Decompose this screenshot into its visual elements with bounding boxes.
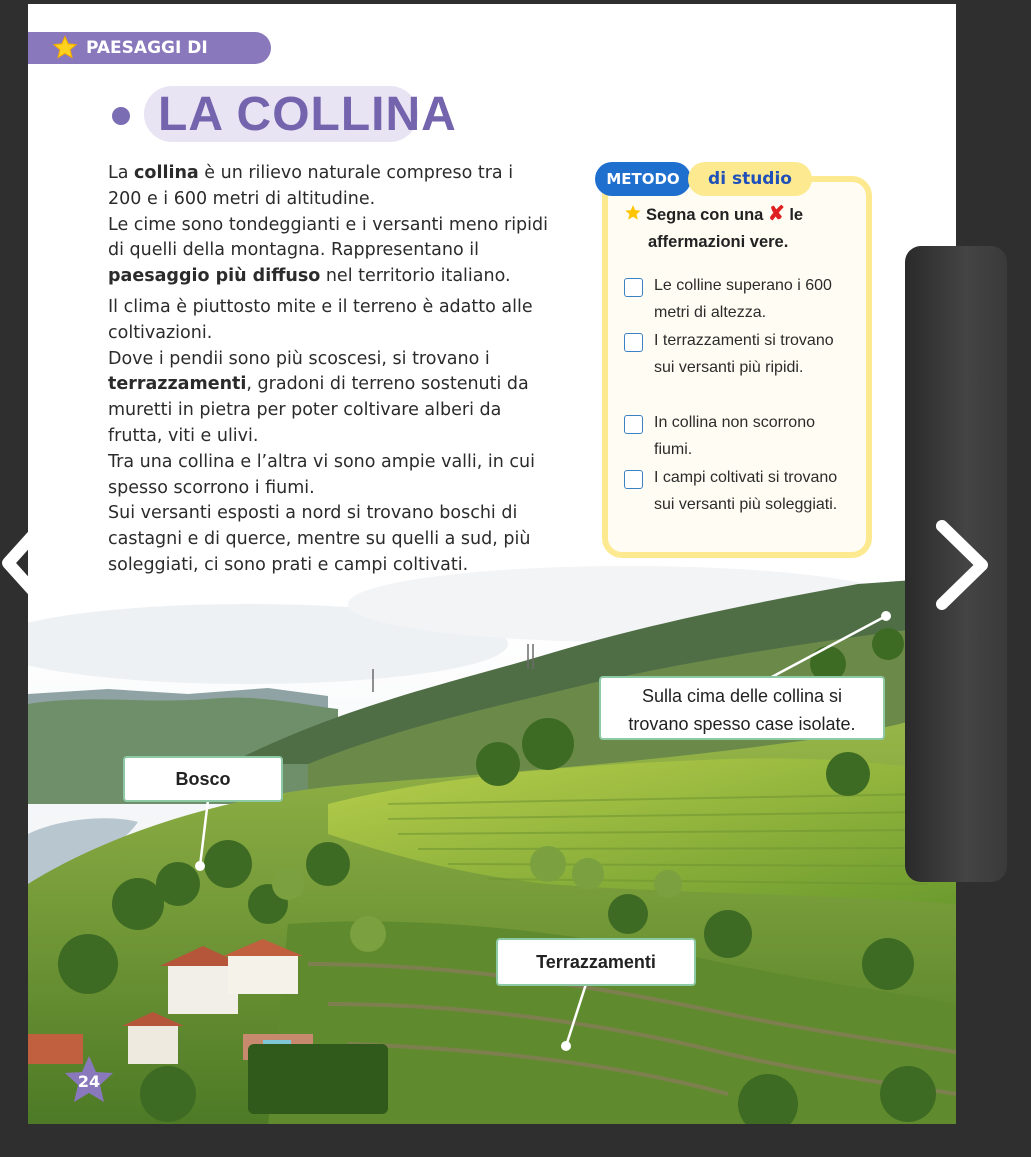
checkbox[interactable]: [624, 278, 643, 297]
red-x-icon: ✘: [767, 203, 785, 225]
title-bullet: [112, 107, 130, 125]
section-tag-label: PAESAGGI DI TERRA: [86, 38, 208, 90]
label-terrazzamenti: Terrazzamenti: [496, 938, 696, 986]
checkbox-option[interactable]: I terrazzamenti si trovano sui versanti più ripidi.: [624, 327, 854, 381]
star-icon: [624, 204, 642, 222]
page-title: LA COLLINA: [158, 88, 457, 141]
label-bosco: Bosco: [123, 756, 283, 802]
study-label: di studio: [688, 162, 812, 196]
paragraph-definition: La collina è un rilievo naturale compreso tra i 200 e i 600 metri di altitudine.: [108, 163, 514, 209]
paragraph-slopes: Sui versanti esposti a nord si trovano boschi di castagni e di querce, mentre su quelli a sud, più soleggiati, ci sono prati e campi coltivati.: [108, 503, 531, 575]
checkbox-option[interactable]: Le colline superano i 600 metri di altezza.: [624, 272, 854, 326]
prev-page-chevron-icon[interactable]: [0, 515, 52, 611]
checkbox[interactable]: [624, 333, 643, 352]
checkbox-option[interactable]: In collina non scorrono fiumi.: [624, 409, 854, 463]
method-instruction: Segna con una ✘ le affermazioni vere.: [624, 201, 864, 256]
star-icon: [52, 35, 78, 61]
book-page: [28, 4, 956, 1124]
paragraph-shape: Le cime sono tondeggianti e i versanti meno ripidi di quelli della montagna. Rappresentano il paesaggio più diffuso nel territorio italiano.: [108, 214, 548, 287]
page-number: 24: [77, 1072, 101, 1091]
checkbox-option[interactable]: I campi coltivati si trovano sui versanti più soleggiati.: [624, 464, 854, 518]
section-tag: [28, 32, 271, 90]
paragraph-climate: Il clima è piuttosto mite e il terreno è adatto alle coltivazioni.: [108, 296, 533, 343]
checkbox[interactable]: [624, 470, 643, 489]
page-number-badge: [61, 1054, 117, 1110]
body-text: [108, 161, 548, 579]
paragraph-valleys: Tra una collina e l’altra vi sono ampie valli, in cui spesso scorrono i fiumi.: [108, 451, 535, 498]
next-page-chevron-icon[interactable]: [932, 518, 994, 612]
checkbox[interactable]: [624, 415, 643, 434]
label-cima: Sulla cima delle collina si trovano spesso case isolate.: [599, 676, 885, 740]
paragraph-terraces: Dove i pendii sono più scoscesi, si trovano i terrazzamenti, gradoni di terreno sostenuti da muretti in pietra per poter coltivare alberi da frutta, viti e ulivi.: [108, 348, 529, 446]
method-label: METODO: [595, 162, 691, 196]
